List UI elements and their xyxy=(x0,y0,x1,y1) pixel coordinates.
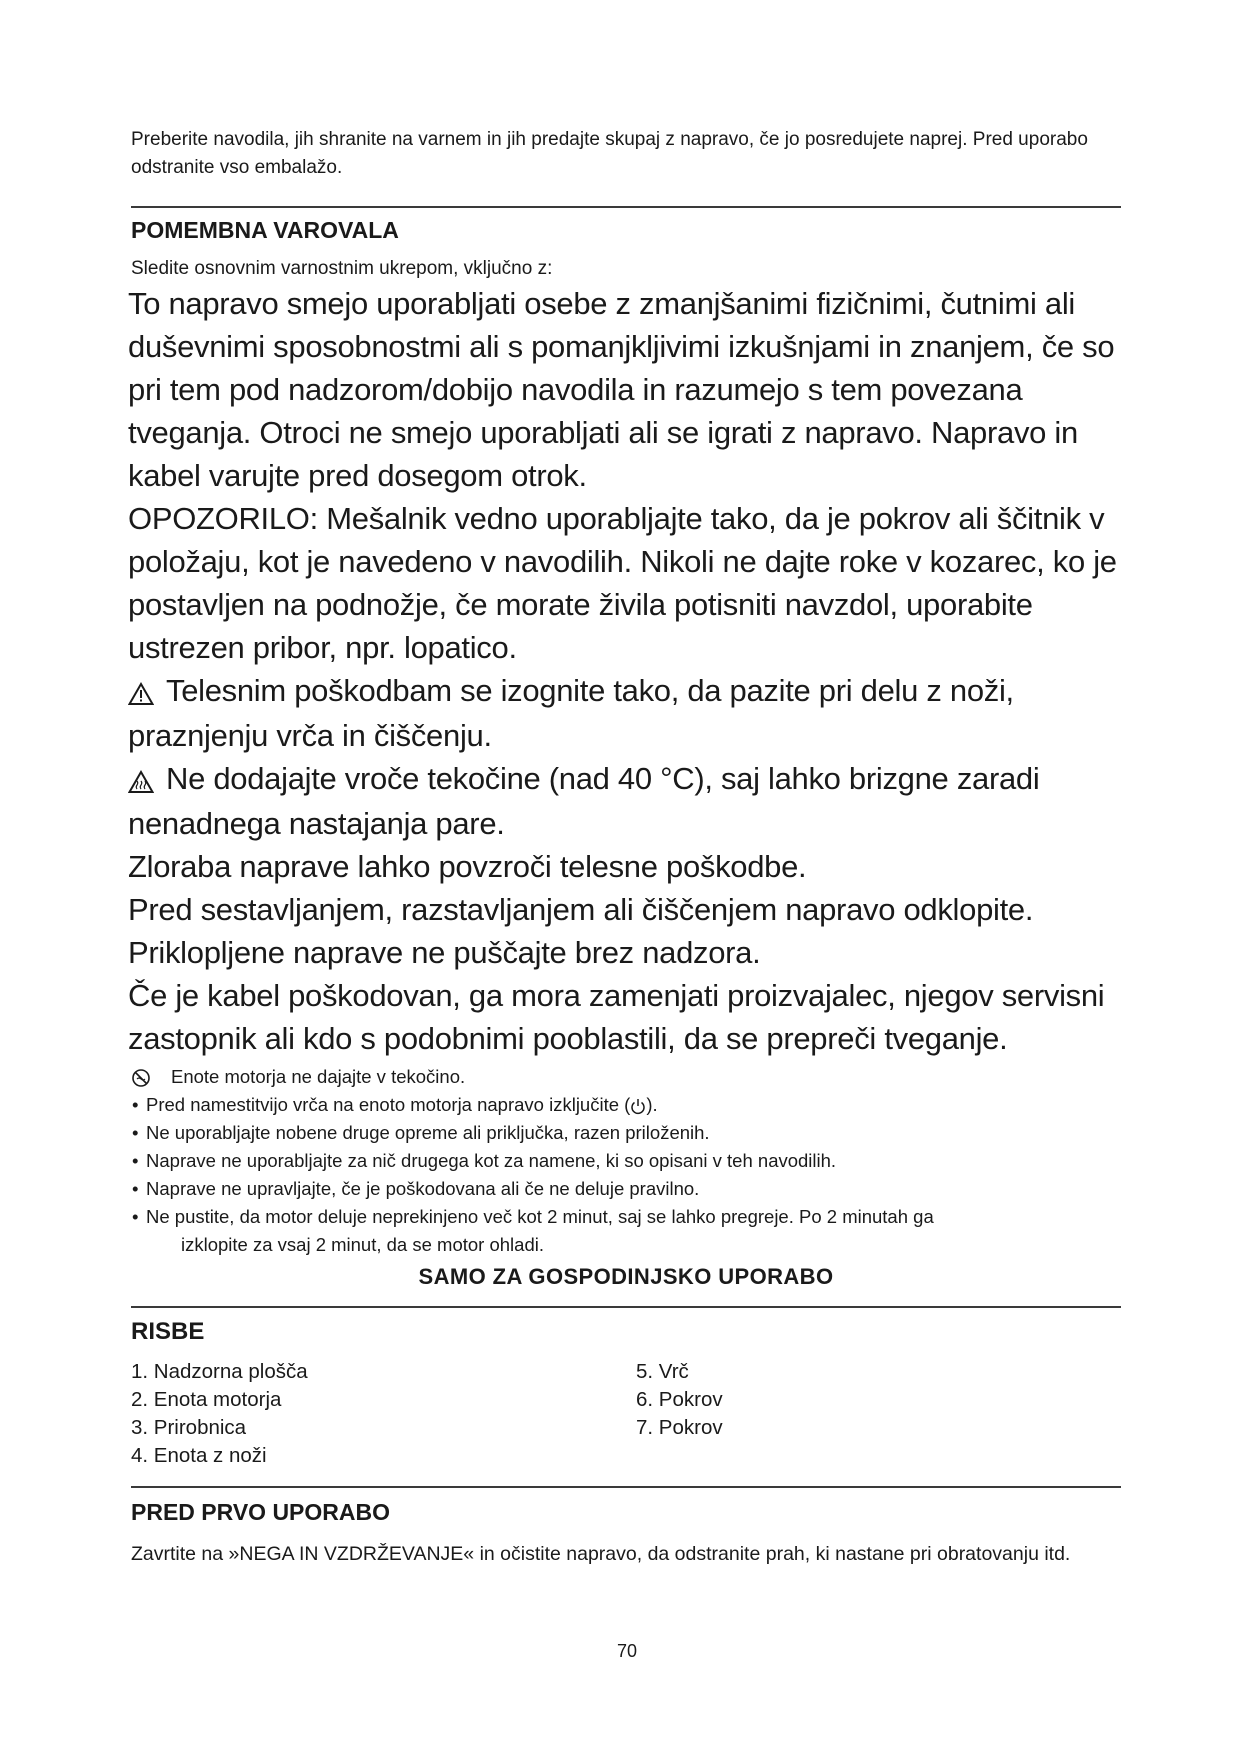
section-divider xyxy=(131,206,1121,208)
warning-line: ustrezen pribor, npr. lopatico. xyxy=(128,630,517,665)
drawing-item: 7. Pokrov xyxy=(636,1416,723,1439)
warning-triangle-icon xyxy=(128,671,166,714)
drawing-item: 3. Prirobnica xyxy=(131,1416,247,1439)
warning-line: Če je kabel poškodovan, ga mora zamenjati proizvajalec, njegov servisni xyxy=(128,978,1105,1013)
warning-line: To napravo smejo uporabljati osebe z zmanjšanimi fizičnimi, čutnimi ali xyxy=(128,286,1075,321)
warning-line: Priklopljene naprave ne puščajte brez nadzora. xyxy=(128,935,761,970)
warning-line: zastopnik ali kdo s podobnimi pooblastili, da se prepreči tveganje. xyxy=(128,1021,1008,1056)
bullet-list xyxy=(131,1063,1121,1259)
safety-intro: Sledite osnovnim varnostnim ukrepom, vključno z: xyxy=(131,258,553,279)
drawings-list-left xyxy=(131,1358,308,1470)
warning-line: OPOZORILO: Mešalnik vedno uporabljajte tako, da je pokrov ali ščitnik v xyxy=(128,501,1105,536)
first-use-heading: PRED PRVO UPORABO xyxy=(131,1499,391,1525)
intro-text: Preberite navodila, jih shranite na varnem in jih predajte skupaj z napravo, če jo posredujete naprej. Pred uporabo odstranite vso embalažo. xyxy=(131,129,1088,178)
bullet-text: Naprave ne upravljajte, če je poškodovana ali če ne deluje pravilno. xyxy=(146,1178,700,1199)
bullet-item: • Naprave ne upravljajte, če je poškodovana ali če ne deluje pravilno. xyxy=(131,1175,1121,1203)
hot-liquid-warning xyxy=(128,757,1128,802)
blade-warning xyxy=(128,669,1128,714)
section-divider xyxy=(131,1486,1121,1488)
safety-warnings xyxy=(128,282,1128,1060)
bullet-text: Ne pustite, da motor deluje neprekinjeno več kot 2 minut, saj se lahko pregreje. Po 2 minutah ga xyxy=(146,1206,934,1227)
drawing-item: 2. Enota motorja xyxy=(131,1388,282,1411)
bullet-item: • Ne uporabljajte nobene druge opreme ali priključka, razen priloženih. xyxy=(131,1119,1121,1147)
bullet-text-cont: izklopite za vsaj 2 minut, da se motor ohladi. xyxy=(181,1234,544,1255)
warning-line: Zloraba naprave lahko povzroči telesne poškodbe. xyxy=(128,849,807,884)
hot-liquid-warning-cont: nenadnega nastajanja pare. xyxy=(128,806,505,841)
first-use-text: Zavrtite na »NEGA IN VZDRŽEVANJE« in očistite napravo, da odstranite prah, ki nastane pri obratovanju itd. xyxy=(131,1543,1071,1565)
warning-line: duševnimi sposobnostmi ali s pomanjkljivimi izkušnjami in znanjem, če so xyxy=(128,329,1115,364)
warning-line: položaju, kot je navedeno v navodilih. Nikoli ne dajte roke v kozarec, ko je xyxy=(128,544,1117,579)
hot-liquid-warning-text: Ne dodajajte vroče tekočine (nad 40 °C), saj lahko brizgne zaradi xyxy=(166,761,1040,796)
drawing-item: 6. Pokrov xyxy=(636,1388,723,1411)
bullet-item: • Ne pustite, da motor deluje neprekinjeno več kot 2 minut, saj se lahko pregreje. Po 2 minutah ga xyxy=(131,1203,1121,1231)
drawings-heading: RISBE xyxy=(131,1318,205,1345)
blade-warning-cont: praznjenju vrča in čiščenju. xyxy=(128,718,492,753)
drawing-item: 1. Nadzorna plošča xyxy=(131,1360,308,1383)
drawings-list-right xyxy=(636,1358,723,1442)
household-use-notice: SAMO ZA GOSPODINJSKO UPORABO xyxy=(418,1264,834,1289)
warning-line: pri tem pod nadzorom/dobijo navodila in razumejo s tem povezana xyxy=(128,372,1023,407)
bullet-item: • Naprave ne uporabljajte za nič drugega kot za namene, ki so opisani v teh navodilih. xyxy=(131,1147,1121,1175)
page-number: 70 xyxy=(616,1641,638,1661)
warning-line: kabel varujte pred dosegom otrok. xyxy=(128,458,587,493)
bullet-text: Ne uporabljajte nobene druge opreme ali priključka, razen priloženih. xyxy=(146,1122,710,1143)
bullet-text: Pred namestitvijo vrča na enoto motorja napravo izključite ( xyxy=(146,1094,631,1115)
drawing-item: 4. Enota z noži xyxy=(131,1444,267,1467)
section-divider xyxy=(131,1306,1121,1308)
hot-warning-triangle-icon xyxy=(128,759,166,802)
no-immerse-icon xyxy=(131,1063,171,1091)
blade-warning-text: Telesnim poškodbam se izognite tako, da pazite pri delu z noži, xyxy=(166,673,1014,708)
warning-line: postavljen na podnožje, če morate živila potisniti navzdol, uporabite xyxy=(128,587,1033,622)
manual-page xyxy=(128,0,1123,1754)
warning-line: tveganja. Otroci ne smejo uporabljati ali se igrati z napravo. Napravo in xyxy=(128,415,1078,450)
warning-line: Pred sestavljanjem, razstavljanjem ali čiščenjem napravo odklopite. xyxy=(128,892,1034,927)
no-immerse-item xyxy=(131,1063,1121,1091)
safety-heading: POMEMBNA VAROVALA xyxy=(131,217,399,243)
power-icon xyxy=(630,1094,646,1115)
bullet-text-end: ). xyxy=(646,1094,658,1115)
drawing-item: 5. Vrč xyxy=(636,1360,689,1383)
bullet-text: Naprave ne uporabljajte za nič drugega kot za namene, ki so opisani v teh navodilih. xyxy=(146,1150,837,1171)
no-immerse-text: Enote motorja ne dajajte v tekočino. xyxy=(171,1066,466,1087)
bullet-item: • Pred namestitvijo vrča na enoto motorja napravo izključite ( ). xyxy=(132,1094,658,1115)
